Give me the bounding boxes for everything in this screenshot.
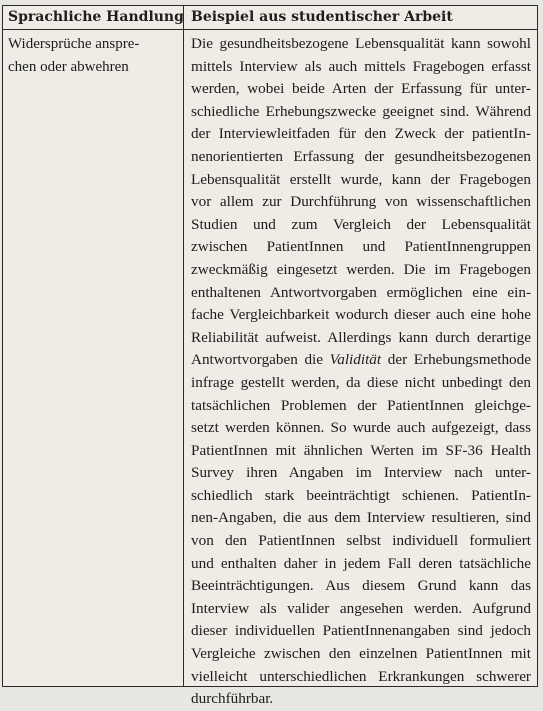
body-text-line: Beeinträchtigungen. Aus diesem Grund kann das: [191, 577, 531, 595]
header-sprachliche-handlung: Sprachliche Handlung: [8, 9, 184, 25]
body-text-line: zweckmäßig eingesetzt werden. Die im Fragebogen: [191, 260, 531, 278]
body-text-line: vor allem zur Durchführung von wissenschaftlichen: [191, 193, 531, 211]
body-text-line: nen-Angaben, die aus dem Interview resultieren, sind: [191, 509, 531, 527]
body-text-line: und enthalten daher in jedem Fall deren tatsächliche: [191, 554, 531, 572]
body-text-line: Die gesundheitsbezogene Lebensqualität kann sowohl: [191, 35, 531, 52]
cell-sprachliche-handlung: [8, 33, 178, 78]
example-table: [2, 5, 538, 708]
body-text-line: nenorientierten Erfassung der gesundheitsbezogenen: [191, 147, 531, 165]
body-text-line: Vergleiche zwischen den einzelnen PatientInnen mit: [191, 645, 531, 663]
body-text-line: Reliabilität aufweist. Allerdings kann durch derartige: [191, 328, 531, 346]
left-cell-line: chen oder abwehren: [8, 58, 129, 75]
cell-beispiel-text: [191, 33, 531, 711]
column-divider: [183, 6, 184, 686]
body-text-line: enthaltenen Antwortvorgaben ermöglichen eine ein-: [191, 283, 531, 301]
body-text-line: schiedlich stark beeinträchtigt schienen. PatientIn-: [191, 486, 531, 504]
body-text-line: vielleicht unterschiedlichen Erkrankungen schwerer: [191, 667, 531, 685]
body-text-line: Interview als valider angesehen werden. Aufgrund: [191, 599, 531, 617]
body-text-line: zwischen PatientInnen und PatientInnengruppen: [191, 238, 531, 256]
body-text-line: dieser individuellen PatientInnenangaben sind jedoch: [191, 622, 531, 640]
emphasis-word: Validität: [329, 351, 382, 369]
body-text-line: Studien und zum Vergleich der Lebensqualität: [191, 215, 531, 233]
body-text-line: fache Vergleichbarkeit wodurch dieser auch eine hohe: [191, 306, 531, 324]
body-text-line: mittels Interview als auch mittels Fragebogen erfasst: [191, 57, 531, 75]
body-text-line: der Interviewleitfaden für den Zweck der patientIn-: [191, 125, 531, 143]
body-text-line: Antwortvorgaben die Validität der Erhebungsmethode: [191, 351, 531, 369]
body-text-line: infrage gestellt werden, da diese nicht unbedingt den: [191, 373, 531, 391]
body-text-line: von den PatientInnen selbst individuell formuliert: [191, 532, 531, 550]
table-header-row: [3, 6, 537, 30]
body-text-line: PatientInnen mit ähnlichen Werten im SF-36 Health: [191, 441, 531, 459]
body-text-line: werden, wobei beide Arten der Erfassung für unter-: [191, 80, 531, 98]
header-beispiel: Beispiel aus studentischer Arbeit: [191, 9, 453, 25]
body-text-line: Lebensqualität erstellt wurde, kann der Fragebogen: [191, 170, 531, 188]
body-text-line: tatsächlichen Problemen der PatientInnen gleichge-: [191, 396, 531, 414]
body-text-line: durchführbar.: [191, 690, 274, 708]
body-text-line: Survey ihren Angaben im Interview nach unter-: [191, 464, 531, 482]
body-text-line: setzt werden können. So wurde auch aufgezeigt, dass: [191, 419, 531, 437]
body-text-line: schiedliche Erhebungszwecke geeignet sind. Während: [191, 102, 531, 120]
left-cell-line: Widersprüche anspre-: [8, 36, 140, 52]
